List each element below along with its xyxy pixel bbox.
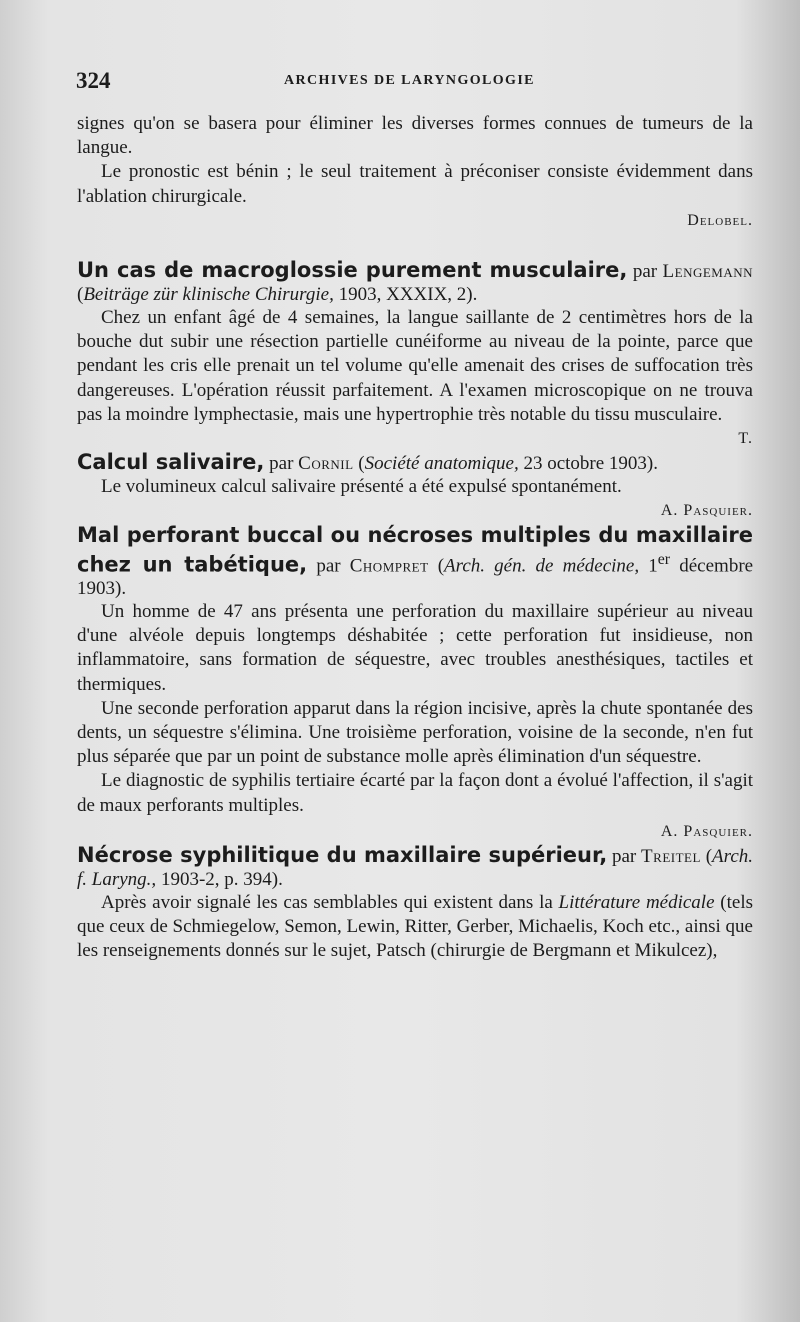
article-4-body-start: Après avoir signalé les cas semblables qui existent dans la [101,892,553,913]
page-header [76,68,756,98]
article-1-signature: T. [738,430,753,448]
article-4-body [77,891,753,964]
article-1-heading: Un cas de macroglossie purement musculaire, par Lengemann (Beiträge zür klinische Chirurgie, 1903, XXXIX, 2). [77,258,754,306]
intro-signature: Delobel. [687,211,753,229]
intro-paragraph-2: Le pronostic est bénin ; le seul traitement à préconiser consiste évidemment dans l'ablation chirurgicale. [77,161,753,207]
article-3-by: par [316,554,341,576]
article-3-ref-day: 1 [648,554,658,576]
article-3-title: Mal perforant buccal ou nécroses multiples du maxillaire chez un tabétique, [77,522,753,576]
article-2-by: par [269,453,294,475]
article-2-body: Le volumineux calcul salivaire présenté a été expulsé spontanément. [101,476,622,498]
article-2-source: Société anatomique, [364,453,519,475]
article-4-source: Arch. f. Laryng., [77,846,754,890]
page-body [77,112,753,964]
article-3-body-3: Le diagnostic de syphilis tertiaire écarté par la façon dont a évolué l'affection, il s'agit de maux perforants multiples. [77,770,753,816]
article-3-author: Chompret [349,554,429,576]
article-3-heading: Mal perforant buccal ou nécroses multiples du maxillaire chez un tabétique, par Chompret (Arch. gén. de médecine, 1er décembre 1903). [77,522,754,599]
article-2-heading: Calcul salivaire, par Cornil (Société anatomique, 23 octobre 1903). [77,450,659,475]
article-3-signature: A. Pasquier. [660,822,753,840]
article-3-body-2: Une seconde perforation apparut dans la région incisive, après la chute spontanée des dents, un séquestre s'élimina. Une troisième perforation, voisine de la seconde, n'en fut plus séparée que par un point de substance molle après élimination d'un séquestre. [77,697,753,768]
intro-paragraph-1: signes qu'on se basera pour éliminer les diverses formes connues de tumeurs de la langue. [77,113,753,159]
article-2-title: Calcul salivaire, [77,450,265,475]
article-4-title: Nécrose syphilitique du maxillaire supérieur, [77,843,608,867]
article-2-signature: A. Pasquier. [660,502,753,520]
article-4-body-em: Littérature médicale [558,892,715,913]
article-1-title: Un cas de macroglossie purement musculaire, [77,258,628,283]
page-number: 324 [76,68,111,93]
article-2-ref: 23 octobre 1903). [523,453,659,475]
article-3-ref: décembre 1903). [77,554,754,599]
running-title: ARCHIVES DE LARYNGOLOGIE [284,73,535,88]
article-4-heading: Nécrose syphilitique du maxillaire supérieur, par Treitel (Arch. f. Laryng., 1903-2, p. 394). [77,843,754,890]
article-4-body-end: (tels que ceux de Schmiegelow, Semon, Lewin, Ritter, Gerber, Michaelis, Koch etc., ainsi que les renseignements donnés sur le sujet, Patsch (chirurgie de Bergmann et Mikulcez), [77,892,754,962]
article-3-ref-sup: er [657,550,671,568]
article-3-source: Arch. gén. de médecine, [444,554,640,576]
article-4-by: par [612,846,637,867]
article-4-ref: 1903-2, p. 394). [160,869,283,890]
article-1-ref: 1903, XXXIX, 2). [338,284,478,306]
article-1-by: par [632,261,658,283]
article-3-body-1: Un homme de 47 ans présenta une perforation du maxillaire supérieur au niveau d'une alvéole depuis longtemps déshabitée ; cette perforation fut insidieuse, non inflammatoire, sans formation de séquestre, avec troubles anesthésiques, tactiles et thermiques. [77,600,753,695]
article-2-author: Cornil [298,453,354,475]
article-1-author: Lengemann [662,261,754,283]
article-4-author: Treitel [641,846,701,867]
article-1-source: Beiträge zür klinische Chirurgie, [83,284,334,306]
article-1-body: Chez un enfant âgé de 4 semaines, la langue saillante de 2 centimètres hors de la bouche dut subir une résection partielle cunéiforme au niveau de la pointe, parce que pendant les cris elle prenait un tel volume qu'elle amenait des crises de suffocation très dangereuses. L'opération réussit parfaitement. A l'examen microscopique on ne trouva pas la moindre lymphectasie, mais une hypertrophie très notable du tissu musculaire. [77,307,753,425]
